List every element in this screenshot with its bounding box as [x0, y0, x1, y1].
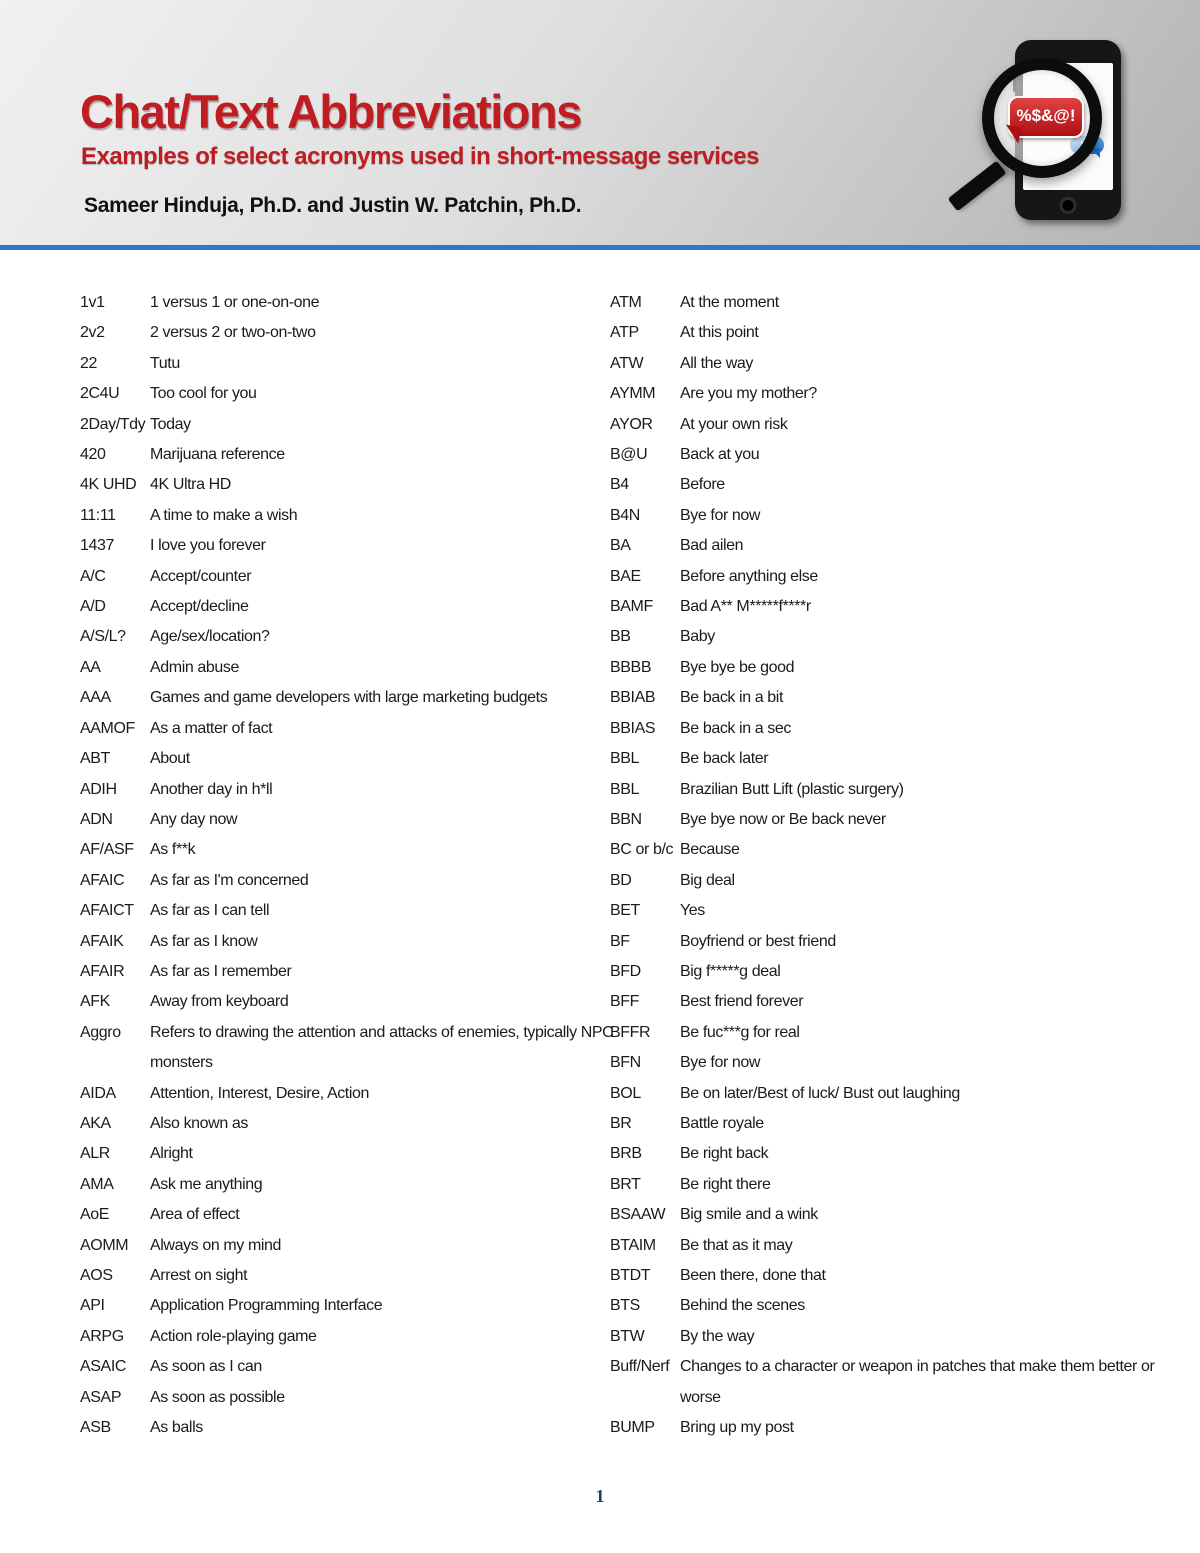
abbreviation-cell: BC or b/c — [610, 841, 674, 859]
definition-cell: Also known as — [150, 1114, 248, 1132]
abbreviation-cell: BSAAW — [610, 1206, 666, 1224]
table-row — [80, 470, 620, 500]
definition-cell: Changes to a character or weapon in patches that make them better or worse — [680, 1358, 1155, 1406]
abbreviation-cell: 2C4U — [80, 385, 120, 403]
page-subtitle: Examples of select acronyms used in short-message services — [81, 143, 760, 170]
table-row — [80, 1109, 620, 1139]
right-column — [610, 288, 1170, 1443]
definition-cell: Back at you — [680, 446, 760, 464]
abbreviation-cell: API — [80, 1297, 105, 1315]
abbreviation-cell: AYOR — [610, 415, 653, 433]
table-row — [80, 1200, 620, 1230]
definition-cell: Because — [680, 841, 740, 859]
table-row — [610, 1261, 1170, 1291]
abbreviation-cell: ARPG — [80, 1327, 124, 1345]
definition-cell: Too cool for you — [150, 385, 257, 403]
abbreviation-cell: AOS — [80, 1267, 113, 1284]
definition-cell: By the way — [680, 1327, 755, 1345]
authors-line: Sameer Hinduja, Ph.D. and Justin W. Patchin, Ph.D. — [84, 194, 582, 217]
definition-cell: Accept/decline — [150, 598, 249, 616]
definition-cell: Area of effect — [150, 1206, 240, 1224]
abbreviation-cell: ADN — [80, 810, 113, 828]
definition-cell: Be back in a bit — [680, 689, 783, 707]
definition-cell: Bad ailen — [680, 537, 744, 555]
table-row — [610, 1018, 1170, 1048]
definition-cell: Behind the scenes — [680, 1297, 805, 1315]
abbreviation-cell: AOMM — [80, 1236, 129, 1254]
definition-cell: Away from keyboard — [150, 993, 289, 1011]
table-row — [80, 1413, 620, 1443]
table-row — [80, 1231, 620, 1261]
definition-cell: Bring up my post — [680, 1419, 794, 1437]
definition-cell: As soon as I can — [150, 1358, 262, 1376]
table-row — [80, 1170, 620, 1200]
page-title: Chat/Text Abbreviations — [80, 85, 581, 138]
table-row — [80, 410, 620, 440]
definition-cell: Bye for now — [680, 506, 761, 524]
table-row — [610, 1352, 1170, 1413]
table-row — [610, 1413, 1170, 1443]
abbreviation-cell: ATM — [610, 294, 642, 311]
definition-cell: Before anything else — [680, 567, 818, 585]
definition-cell: Bad A** M*****f****r — [680, 598, 811, 616]
table-row — [610, 592, 1170, 622]
table-row — [80, 805, 620, 835]
definition-cell: Before — [680, 476, 725, 494]
abbreviation-cell: ASAIC — [80, 1358, 127, 1376]
abbreviation-cell: BFD — [610, 962, 641, 980]
abbreviation-cell: A/C — [80, 567, 106, 585]
definition-cell: As a matter of fact — [150, 719, 273, 737]
table-row — [610, 531, 1170, 561]
definition-cell: Always on my mind — [150, 1236, 282, 1254]
definition-cell: Baby — [680, 628, 715, 646]
abbreviation-cell: AYMM — [610, 385, 656, 403]
definition-cell: Application Programming Interface — [150, 1297, 383, 1315]
definition-cell: Admin abuse — [150, 658, 239, 676]
table-row — [80, 866, 620, 896]
abbreviation-cell: AF/ASF — [80, 841, 134, 859]
abbreviation-cell: BTS — [610, 1297, 640, 1315]
table-row — [80, 1291, 620, 1321]
abbreviation-cell: Buff/Nerf — [610, 1358, 670, 1376]
definition-cell: Bye for now — [680, 1054, 761, 1072]
definition-cell: As far as I remember — [150, 962, 292, 980]
table-row — [610, 562, 1170, 592]
abbreviation-cell: BB — [610, 628, 631, 646]
definition-cell: Brazilian Butt Lift (plastic surgery) — [680, 780, 904, 798]
abbreviation-cell: 1v1 — [80, 294, 105, 311]
definition-cell: Tutu — [150, 354, 180, 372]
table-row — [610, 1109, 1170, 1139]
table-row — [610, 835, 1170, 865]
abbreviation-cell: BFF — [610, 993, 640, 1011]
table-row — [80, 1322, 620, 1352]
table-row — [610, 318, 1170, 348]
table-row — [80, 775, 620, 805]
table-row — [80, 1018, 620, 1079]
table-row — [610, 1200, 1170, 1230]
table-row — [80, 622, 620, 652]
abbreviation-cell: BBN — [610, 810, 642, 828]
definition-cell: 4K Ultra HD — [150, 476, 231, 494]
table-row — [610, 744, 1170, 774]
abbreviation-cell: 11:11 — [80, 506, 116, 524]
table-row — [80, 349, 620, 379]
table-row — [610, 622, 1170, 652]
table-row — [80, 562, 620, 592]
table-row — [80, 440, 620, 470]
abbreviation-cell: 1437 — [80, 537, 114, 555]
phone-magnifier-graphic — [930, 0, 1200, 245]
table-row — [610, 866, 1170, 896]
abbreviation-cell: BRB — [610, 1145, 642, 1163]
abbreviation-cell: B@U — [610, 446, 648, 464]
definition-cell: Boyfriend or best friend — [680, 932, 836, 950]
table-row — [80, 592, 620, 622]
definition-cell: At your own risk — [680, 415, 788, 433]
table-row — [610, 501, 1170, 531]
definition-cell: Age/sex/location? — [150, 628, 270, 646]
definition-cell: Been there, done that — [680, 1267, 826, 1284]
document-header — [0, 0, 1200, 245]
left-column — [80, 288, 620, 1443]
table-row — [610, 927, 1170, 957]
abbreviation-cell: BTAIM — [610, 1236, 656, 1254]
magnifier-icon — [982, 58, 1102, 178]
table-row — [610, 410, 1170, 440]
definition-cell: As soon as possible — [150, 1388, 285, 1406]
table-row — [80, 927, 620, 957]
table-row — [80, 1383, 620, 1413]
abbreviation-cell: AFAICT — [80, 902, 134, 920]
abbreviation-cell: BFN — [610, 1054, 641, 1072]
abbreviation-cell: AA — [80, 658, 101, 676]
abbreviation-cell: BTDT — [610, 1267, 651, 1284]
definition-cell: Any day now — [150, 810, 238, 828]
abbreviation-cell: 4K UHD — [80, 476, 137, 494]
definition-cell: Accept/counter — [150, 567, 252, 585]
definition-cell: As far as I can tell — [150, 902, 270, 920]
definition-cell: 2 versus 2 or two-on-two — [150, 324, 316, 342]
abbreviation-cell: ALR — [80, 1145, 110, 1163]
definition-cell: Bye bye now or Be back never — [680, 810, 886, 828]
table-row — [610, 775, 1170, 805]
definition-cell: Be back later — [680, 750, 769, 768]
abbreviation-cell: ADIH — [80, 780, 117, 798]
abbreviation-cell: AFAIC — [80, 871, 125, 889]
home-button-icon — [1060, 197, 1077, 214]
table-row — [610, 896, 1170, 926]
abbreviation-cell: 2Day/Tdy — [80, 415, 146, 433]
abbreviation-cell: BF — [610, 932, 630, 950]
abbreviation-cell: B4 — [610, 476, 629, 494]
abbreviation-cell: BR — [610, 1114, 632, 1132]
definition-cell: Arrest on sight — [150, 1267, 248, 1284]
table-row — [610, 1231, 1170, 1261]
abbreviation-cell: BAE — [610, 567, 641, 585]
table-row — [80, 653, 620, 683]
table-row — [80, 714, 620, 744]
definition-cell: Yes — [680, 902, 705, 920]
definition-cell: Big smile and a wink — [680, 1206, 818, 1224]
definition-cell: At the moment — [680, 294, 779, 311]
table-row — [610, 1139, 1170, 1169]
table-row — [80, 318, 620, 348]
definition-cell: At this point — [680, 324, 759, 342]
table-row — [610, 653, 1170, 683]
censored-speech-bubble-icon: %$&@! — [1008, 96, 1084, 138]
definition-cell: Games and game developers with large marketing budgets — [150, 689, 548, 707]
abbreviation-cell: BBIAS — [610, 719, 656, 737]
abbreviation-cell: BA — [610, 537, 631, 555]
abbreviation-cell: BBL — [610, 780, 640, 798]
definition-cell: Attention, Interest, Desire, Action — [150, 1084, 370, 1102]
abbreviation-cell: A/S/L? — [80, 628, 126, 646]
table-row — [610, 987, 1170, 1017]
table-row — [610, 1291, 1170, 1321]
definition-cell: A time to make a wish — [150, 506, 298, 524]
table-row — [80, 835, 620, 865]
abbreviation-cell: AMA — [80, 1175, 114, 1193]
abbreviation-cell: 420 — [80, 446, 106, 464]
abbreviation-cell: BET — [610, 902, 640, 920]
abbreviation-cell: BAMF — [610, 598, 653, 616]
abbreviation-cell: ATP — [610, 324, 639, 342]
abbreviation-cell: AIDA — [80, 1084, 116, 1102]
abbreviation-cell: ASB — [80, 1419, 111, 1437]
table-row — [80, 987, 620, 1017]
table-row — [80, 683, 620, 713]
definition-cell: As far as I'm concerned — [150, 871, 309, 889]
abbreviation-cell: BBIAB — [610, 689, 656, 707]
table-row — [610, 349, 1170, 379]
table-row — [610, 805, 1170, 835]
definition-cell: Marijuana reference — [150, 446, 285, 464]
table-row — [80, 531, 620, 561]
abbreviation-cell: BFFR — [610, 1023, 651, 1041]
table-row — [80, 744, 620, 774]
abbreviation-cell: BBL — [610, 750, 640, 768]
table-row — [610, 440, 1170, 470]
definition-cell: Bye bye be good — [680, 658, 795, 676]
table-row — [80, 1352, 620, 1382]
abbreviation-cell: A/D — [80, 598, 106, 616]
definition-cell: Big f*****g deal — [680, 962, 781, 980]
definition-cell: Be on later/Best of luck/ Bust out laughing — [680, 1084, 960, 1102]
table-row — [610, 288, 1170, 318]
definition-cell: Are you my mother? — [680, 385, 817, 403]
table-row — [80, 957, 620, 987]
abbreviation-cell: ASAP — [80, 1388, 122, 1406]
definition-cell: As f**k — [150, 841, 196, 859]
header-divider — [0, 245, 1200, 250]
definition-cell: Action role-playing game — [150, 1327, 317, 1345]
abbreviation-cell: ATW — [610, 354, 644, 372]
abbreviation-cell: AFK — [80, 993, 110, 1011]
abbreviation-cell: AAMOF — [80, 719, 135, 737]
definition-cell: As balls — [150, 1419, 203, 1437]
table-row — [80, 1079, 620, 1109]
abbreviation-cell: AKA — [80, 1114, 111, 1132]
table-row — [610, 957, 1170, 987]
table-row — [610, 1079, 1170, 1109]
definition-cell: Big deal — [680, 871, 735, 889]
definition-cell: I love you forever — [150, 537, 266, 555]
abbreviation-cell: BD — [610, 871, 632, 889]
definition-cell: Ask me anything — [150, 1175, 263, 1193]
table-row — [610, 1322, 1170, 1352]
abbreviation-cell: BRT — [610, 1175, 641, 1193]
definition-cell: Best friend forever — [680, 993, 804, 1011]
definition-cell: Today — [150, 415, 191, 433]
definition-cell: All the way — [680, 354, 753, 372]
definition-cell: Be right there — [680, 1175, 771, 1193]
table-row — [610, 1170, 1170, 1200]
definition-cell: 1 versus 1 or one-on-one — [150, 294, 320, 311]
abbreviation-cell: BTW — [610, 1327, 645, 1345]
abbreviation-cell: AFAIR — [80, 962, 125, 980]
abbreviation-cell: BUMP — [610, 1419, 655, 1437]
definition-cell: Be right back — [680, 1145, 769, 1163]
abbreviation-cell: 22 — [80, 354, 97, 372]
abbreviation-cell: 2v2 — [80, 324, 105, 342]
abbreviation-cell: BOL — [610, 1084, 641, 1102]
definition-cell: Alright — [150, 1145, 193, 1163]
definition-cell: Be fuc***g for real — [680, 1023, 800, 1041]
abbreviation-cell: B4N — [610, 506, 640, 524]
definition-cell: Be back in a sec — [680, 719, 791, 737]
table-row — [80, 501, 620, 531]
abbreviation-cell: AoE — [80, 1206, 110, 1224]
table-row — [80, 379, 620, 409]
table-row — [80, 288, 620, 318]
page-number: 1 — [595, 1486, 605, 1506]
table-row — [80, 1261, 620, 1291]
table-row — [80, 896, 620, 926]
table-row — [610, 470, 1170, 500]
table-row — [610, 379, 1170, 409]
definition-cell: Another day in h*ll — [150, 780, 273, 798]
definition-cell: Battle royale — [680, 1114, 764, 1132]
definition-cell: Refers to drawing the attention and attacks of enemies, typically NPC monsters — [150, 1023, 614, 1072]
definition-cell: As far as I know — [150, 932, 258, 950]
table-row — [610, 714, 1170, 744]
abbreviation-cell: Aggro — [80, 1023, 121, 1041]
magnifier-handle-icon — [948, 161, 1007, 212]
abbreviation-cell: BBBB — [610, 658, 652, 676]
abbreviation-cell: AAA — [80, 689, 111, 707]
abbreviation-cell: AFAIK — [80, 932, 124, 950]
table-row — [80, 1139, 620, 1169]
abbreviation-cell: ABT — [80, 750, 110, 768]
table-row — [610, 683, 1170, 713]
definition-cell: Be that as it may — [680, 1236, 793, 1254]
definition-cell: About — [150, 750, 190, 768]
table-row — [610, 1048, 1170, 1078]
